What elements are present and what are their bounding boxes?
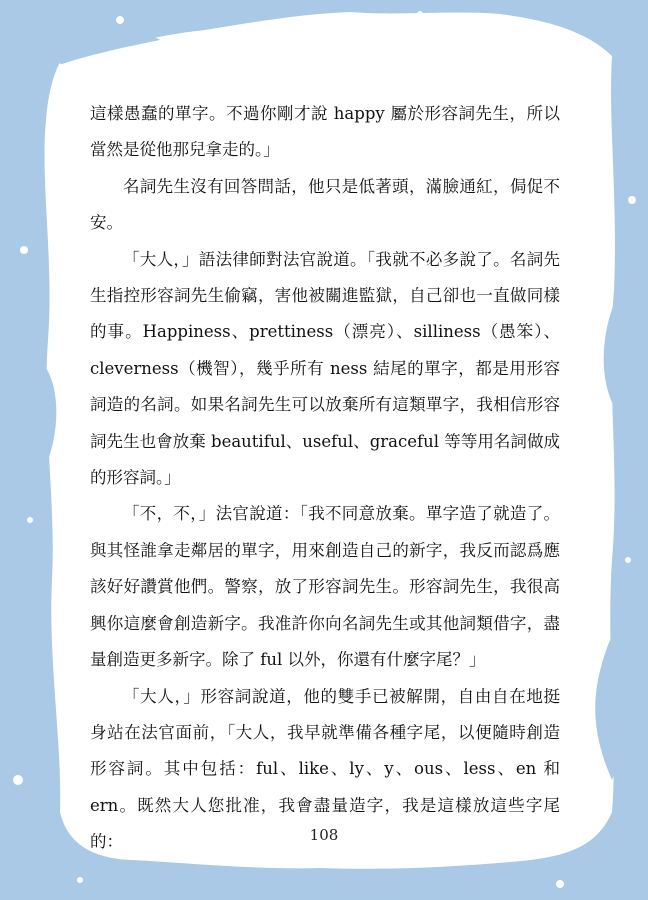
paragraph-1: 這樣愚蠢的單字。不過你剛才說 happy 屬於形容詞先生，所以當然是從他那兒拿走的。」 <box>90 104 560 160</box>
paragraph-5: 「大人，」形容詞說道，他的雙手已被解開，自由自在地挺身站在法官面前，「大人，我早就準備各種字尾，以便隨時創造形容詞。其中包括：ful、like、ly、y、ous、less、en 和 ern。既然大人您批准，我會盡量造字，我是這樣放這些字尾的： <box>90 686 560 852</box>
body-text <box>90 96 560 861</box>
paragraph-4: 「不，不，」法官說道：「我不同意放棄。單字造了就造了。與其怪誰拿走鄰居的單字，用來創造自己的新字，我反而認爲應該好好讚賞他們。警察，放了形容詞先生。形容詞先生，我很高興你這麼會創造新字。我准許你向名詞先生或其他詞類借字，盡量創造更多新字。除了 ful 以外，你還有什麼字尾？」 <box>90 504 560 670</box>
page-number: 108 <box>309 826 339 844</box>
paragraph-3: 「大人，」語法律師對法官說道。「我就不必多說了。名詞先生指控形容詞先生偷竊，害他被關進監獄，自己卻也一直做同樣的事。Happiness、prettiness（漂亮）、silliness（愚笨）、cleverness（機智），幾乎所有 ness 結尾的單字，都是用形容詞造的名詞。如果名詞先生可以放棄所有這類單字，我相信形容詞先生也會放棄 beautiful、useful、graceful 等等用名詞做成的形容詞。」 <box>90 249 560 488</box>
paragraph-2: 名詞先生沒有回答問話，他只是低著頭，滿臉通紅，侷促不安。 <box>90 176 560 233</box>
